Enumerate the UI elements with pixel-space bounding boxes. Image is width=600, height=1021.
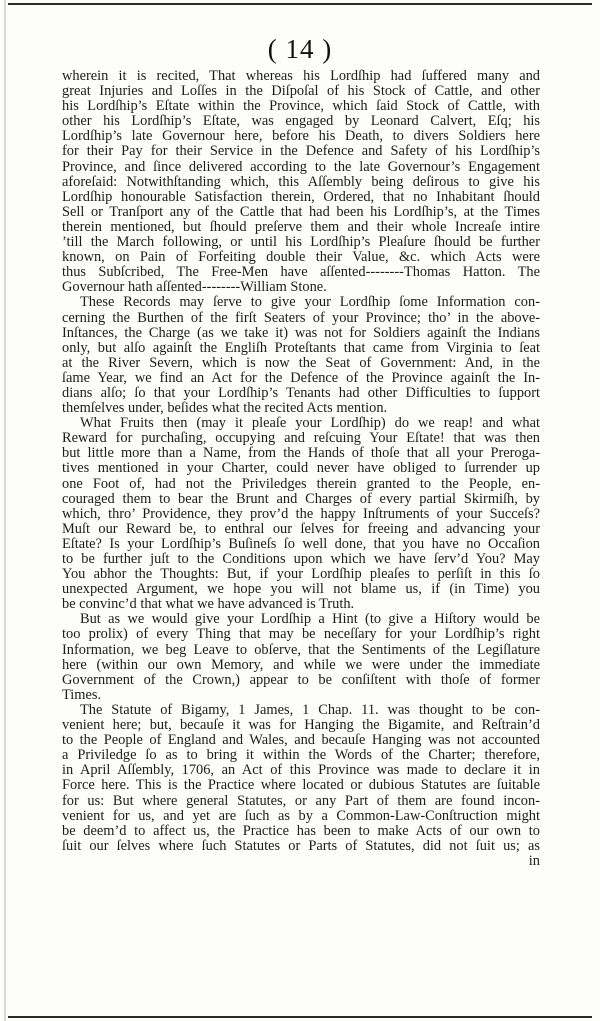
page-edge-shadow <box>4 0 6 1021</box>
text-line: be convinc’d that what we have advanced is Truth. <box>62 597 355 613</box>
text-line: Information, we beg Leave to obſerve, that the Sentiments of the Legiſlature <box>62 642 540 658</box>
text-line: Province, and ſince delivered according to the late Governour’s Engagement <box>62 159 540 175</box>
text-line: Lordſhip honourable Satisfaction therein, Ordered, that no Inhabitant ſhould <box>62 189 540 205</box>
text-line: in April Aſſembly, 1706, an Act of this Province was made to declare it in <box>62 763 540 779</box>
bottom-border-line <box>8 1016 592 1018</box>
text-line: for their Pay for their Service in the Defence and Safety of his Lordſhip’s <box>62 144 540 160</box>
text-line: aforeſaid: Notwithſtanding which, this Aſſembly being deſirous to give his <box>62 174 540 190</box>
text-line: ſuit our ſelves where ſuch Statutes or Parts of Statutes, did not ſuit us; as <box>62 838 540 854</box>
text-line: too prolix) of every Thing that may be neceſſary for your Lordſhip’s right <box>62 627 540 643</box>
text-line: Lordſhip’s late Governour here, before his Death, to divers Soldiers here <box>62 129 540 145</box>
text-line: to be further juſt to the Conditions upon which we have ſerv’d You? May <box>62 552 540 567</box>
text-line: wherein it is recited, That whereas his Lordſhip had ſuffered many and <box>62 69 540 84</box>
text-line: Times. <box>62 687 102 703</box>
text-line: in <box>528 853 540 869</box>
text-line: But as we would give your Lordſhip a Hint (to give a Hiſtory would be <box>80 612 540 628</box>
text-line: a Priviledge ſo as to bring it within the Words of the Charter; therefore, <box>62 748 540 764</box>
text-line: Force here. This is the Practice where located or dubious Statutes are ſuitable <box>62 778 540 794</box>
text-line: Inſtances, the Charge (as we take it) was not for Soldiers againſt the Indians <box>62 325 540 341</box>
text-line: Government of the Crown,) appear to be conſiſtent with thoſe of former <box>62 672 540 688</box>
text-line: unexpected Argument, we hope you will not blame us, if (in Time) you <box>62 582 540 598</box>
text-line: therein mentioned, but ſhould preſerve them and their whole Increaſe intire <box>62 219 540 235</box>
text-line: The Statute of Bigamy, 1 James, 1 Chap. 11. was thought to be con- <box>80 702 540 718</box>
text-line: here (within our own Memory, and while we were under the immediate <box>62 657 540 673</box>
text-line: Governour hath aſſented--------William Stone. <box>62 280 327 296</box>
text-line: thus Subſcribed, The Free-Men have aſſented--------Thomas Hatton. The <box>62 265 540 281</box>
text-line: Eſtate? Is your Lordſhip’s Buſineſs ſo well done, that you have no Occaſion <box>62 536 540 552</box>
text-line: his Lordſhip’s Eſtate within the Province, which ſaid Stock of Cattle, with <box>62 99 540 115</box>
text-line: Sell or Tranſport any of the Cattle that had been his Lordſhip’s, at the Times <box>62 204 540 220</box>
text-line: but little more than a Name, from the Hands of thoſe that all your Preroga- <box>62 446 540 462</box>
text-line: other his Lordſhip’s Eſtate, was engaged by Leonard Calvert, Eſq; his <box>62 114 540 130</box>
text-line: only, but alſo againſt the Engliſh Proteſtants that came from Virginia to ſeat <box>62 340 540 356</box>
text-line: dians alſo; ſo that your Lordſhip’s Tenants had other Difficulties to ſupport <box>62 385 540 401</box>
text-line: which, thro’ Providence, they prov’d the happy Inſtruments of your Succeſs? <box>62 506 540 522</box>
body-text <box>62 69 540 869</box>
text-line: venient for us, and yet are ſuch as by a Common-Law-Conſtruction might <box>62 808 540 824</box>
text-line: venient here; but, becauſe it was for Hanging the Bigamite, and Reſtrain’d <box>62 718 540 734</box>
text-line: couraged them to bear the Brunt and Charges of every partial Skirmiſh, by <box>62 491 540 507</box>
text-line: be deem’d to affect us, the Practice has been to make Acts of our own to <box>62 823 540 839</box>
text-line: for us: But where general Statutes, or any Part of them are found incon- <box>62 793 540 809</box>
text-line: Reward for purchaſing, occupying and reſcuing Your Eſtate! that was then <box>62 431 540 447</box>
text-line: at the River Severn, which is now the Seat of Government: And, in the <box>62 355 540 371</box>
text-line: Muſt our Reward be, to enthral our ſelves for freeing and advancing your <box>62 521 540 537</box>
text-line: to the People of England and Wales, and becauſe Hanging was not accounted <box>62 733 540 749</box>
text-line: ſame Year, we find an Act for the Defence of the Province againſt the In- <box>62 370 540 386</box>
top-border-line <box>8 3 592 5</box>
text-line: cerning the Burthen of the firſt Seaters of your Province; tho’ in the above- <box>62 310 540 326</box>
text-line: These Records may ſerve to give your Lordſhip ſome Information con- <box>80 295 540 311</box>
text-line: great Injuries and Loſſes in the Diſpoſal of his Stock of Cattle, and other <box>62 84 540 100</box>
text-line: one Foot of, had not the Priviledges therein granted to the People, en- <box>62 476 540 492</box>
page-number: ( 14 ) <box>267 34 333 64</box>
text-line: tives mentioned in your Charter, could never have obliged to ſurrender up <box>62 461 540 477</box>
text-line: What Fruits then (may it pleaſe your Lordſhip) do we reap! and what <box>80 416 540 432</box>
text-line: known, on Pain of Forfeiting double their Value, &c. which Acts were <box>62 250 540 266</box>
text-line: ’till the March following, or until his Lordſhip’s Pleaſure ſhould be further <box>62 235 540 251</box>
text-line: You abhor the Thoughts: But, if your Lordſhip pleaſes to perſiſt in this ſo <box>62 567 540 583</box>
text-line: themſelves under, beſides what the recited Acts mention. <box>62 401 388 417</box>
